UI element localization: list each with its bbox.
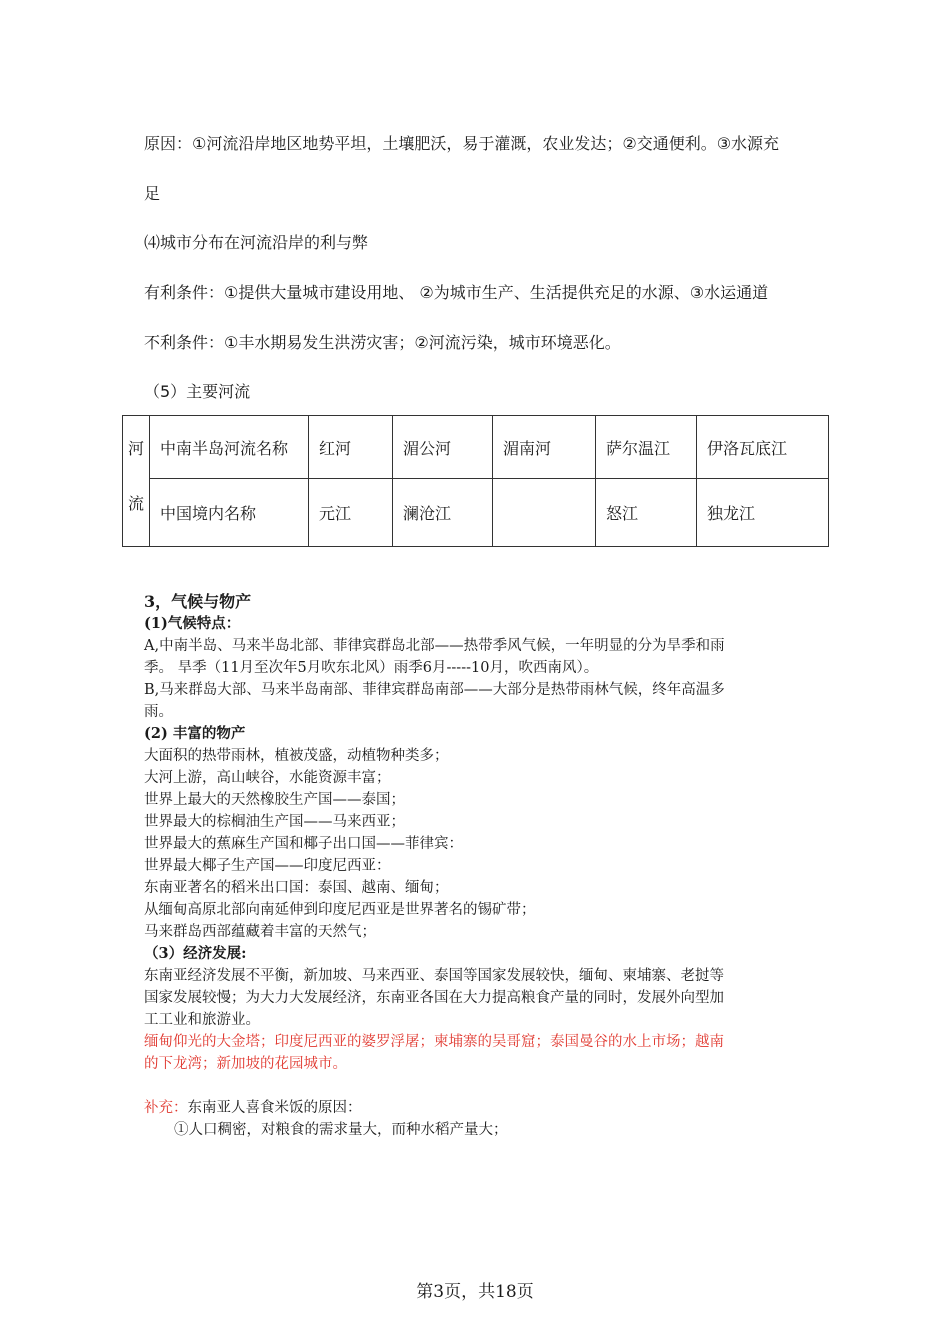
table-cell: 湄公河 xyxy=(393,416,493,479)
section-title: 3，气候与物产 xyxy=(144,592,252,611)
table-cell xyxy=(493,479,596,547)
table-cell: 中国境内名称 xyxy=(150,479,309,547)
disadvantage-line: 不利条件：①丰水期易发生洪涝灾害；②河流污染，城市环境恶化。 xyxy=(144,333,621,352)
river-table xyxy=(122,415,829,547)
page-footer: 第3页，共18页 xyxy=(416,1282,534,1302)
economy-line-3: 工工业和旅游业。 xyxy=(144,1012,260,1028)
table-cell: 中南半岛河流名称 xyxy=(150,416,309,479)
supplement-text: 东南亚人喜食米饭的原因： xyxy=(187,1100,362,1116)
product-item: 世界最大的棕榈油生产国——马来西亚； xyxy=(144,814,405,830)
product-item: 世界最大的蕉麻生产国和椰子出口国——菲律宾： xyxy=(144,836,463,852)
landmarks-line-2: 的下龙湾；新加坡的花园城市。 xyxy=(144,1056,347,1072)
table-cell: 独龙江 xyxy=(697,479,829,547)
economy-line-1: 东南亚经济发展不平衡，新加坡、马来西亚、泰国等国家发展较快，缅甸、柬埔寨、老挝等 xyxy=(144,968,724,984)
climate-a-line-2: 季。 旱季（11月至次年5月吹东北风）雨季6月-----10月，吹西南风）。 xyxy=(144,660,599,676)
economy-subheading: （3）经济发展: xyxy=(144,945,247,962)
product-item: 世界上最大的天然橡胶生产国——泰国； xyxy=(144,792,405,808)
product-item: 马来群岛西部蕴藏着丰富的天然气； xyxy=(144,924,376,940)
climate-b-line-1: B,马来群岛大部、马来半岛南部、菲律宾群岛南部——大部分是热带雨林气候，终年高温多 xyxy=(144,682,725,698)
supplement-label: 补充： xyxy=(144,1100,188,1116)
reason-line-1: 原因：①河流沿岸地区地势平坦，土壤肥沃，易于灌溉，农业发达；②交通便利。③水源充 xyxy=(144,134,780,153)
product-item: 大河上游，高山峡谷，水能资源丰富； xyxy=(144,770,391,786)
product-item: 世界最大椰子生产国——印度尼西亚： xyxy=(144,858,391,874)
side-label-top: 河 xyxy=(123,416,150,479)
product-item: 从缅甸高原北部向南延伸到印度尼西亚是世界著名的锡矿带； xyxy=(144,902,536,918)
table-cell: 澜沧江 xyxy=(393,479,493,547)
table-cell: 伊洛瓦底江 xyxy=(697,416,829,479)
climate-subheading: (1)气候特点： xyxy=(144,615,241,632)
table-cell: 湄南河 xyxy=(493,416,596,479)
spacer xyxy=(144,1075,725,1097)
products-subheading: (2) 丰富的物产 xyxy=(144,725,246,742)
heading-5: （5）主要河流 xyxy=(144,382,251,401)
table-row xyxy=(123,479,829,547)
table-row xyxy=(123,416,829,479)
table-cell: 怒江 xyxy=(596,479,697,547)
climate-b-line-2: 雨。 xyxy=(144,704,173,720)
product-item: 大面积的热带雨林，植被茂盛，动植物种类多； xyxy=(144,748,449,764)
supplement-item: ①人口稠密，对粮食的需求量大，而种水稻产量大； xyxy=(174,1122,508,1138)
product-item: 东南亚著名的稻米出口国：泰国、越南、缅甸； xyxy=(144,880,449,896)
supplement-line xyxy=(144,1097,725,1119)
table-cell: 萨尔温江 xyxy=(596,416,697,479)
climate-a-line-1: A,中南半岛、马来半岛北部、菲律宾群岛北部——热带季风气候，一年明显的分为旱季和雨 xyxy=(144,638,725,654)
landmarks-line-1: 缅甸仰光的大金塔；印度尼西亚的婆罗浮屠；柬埔寨的吴哥窟；泰国曼谷的水上市场；越南 xyxy=(144,1034,724,1050)
advantage-line: 有利条件：①提供大量城市建设用地、 ②为城市生产、生活提供充足的水源、③水运通道 xyxy=(144,283,769,302)
side-label-bottom: 流 xyxy=(123,479,150,547)
table-cell: 红河 xyxy=(309,416,393,479)
heading-4: ⑷城市分布在河流沿岸的利与弊 xyxy=(144,233,369,252)
reason-line-2: 足 xyxy=(144,184,161,203)
economy-line-2: 国家发展较慢；为大力大发展经济，东南亚各国在大力提高粮食产量的同时，发展外向型加 xyxy=(144,990,724,1006)
table-cell: 元江 xyxy=(309,479,393,547)
